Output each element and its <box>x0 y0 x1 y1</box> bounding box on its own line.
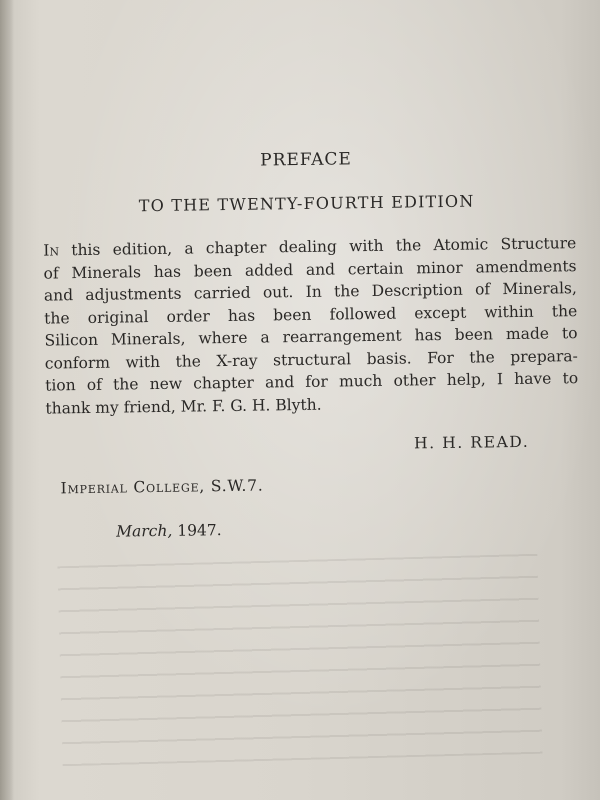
postcode: S.W.7. <box>204 476 264 496</box>
paragraph-line-7: tion of the new chapter and for much other help, I have to <box>45 369 579 395</box>
paragraph-line-4: the original order has been followed except within the <box>44 301 578 328</box>
page-title: PREFACE <box>260 149 353 171</box>
date-line <box>116 521 222 540</box>
page-subtitle: TO THE TWENTY-FOURTH EDITION <box>138 191 475 216</box>
college-name: Imperial College, <box>60 477 206 498</box>
dropcap-word: In <box>43 241 60 260</box>
paragraph-line-3: and adjustments carried out. In the Description of Minerals, <box>43 279 577 305</box>
place-line <box>60 477 263 498</box>
paragraph-line-6: conform with the X-ray structural basis. For the prepara- <box>44 346 578 373</box>
date-year: 1947. <box>172 521 222 540</box>
paragraph-line-5: Silicon Minerals, where a rearrangement has been made to <box>44 324 578 350</box>
preface-paragraph <box>43 232 578 419</box>
paragraph-line-2: of Minerals has been added and certain minor amendments <box>43 256 577 283</box>
author-signature: H. H. READ. <box>413 432 530 453</box>
paragraph-line-8: thank my friend, Mr. F. G. H. Blyth. <box>45 395 322 418</box>
line-text: this edition, a chapter dealing with the Atomic Structure <box>58 234 577 260</box>
date-month: March, <box>116 521 173 541</box>
